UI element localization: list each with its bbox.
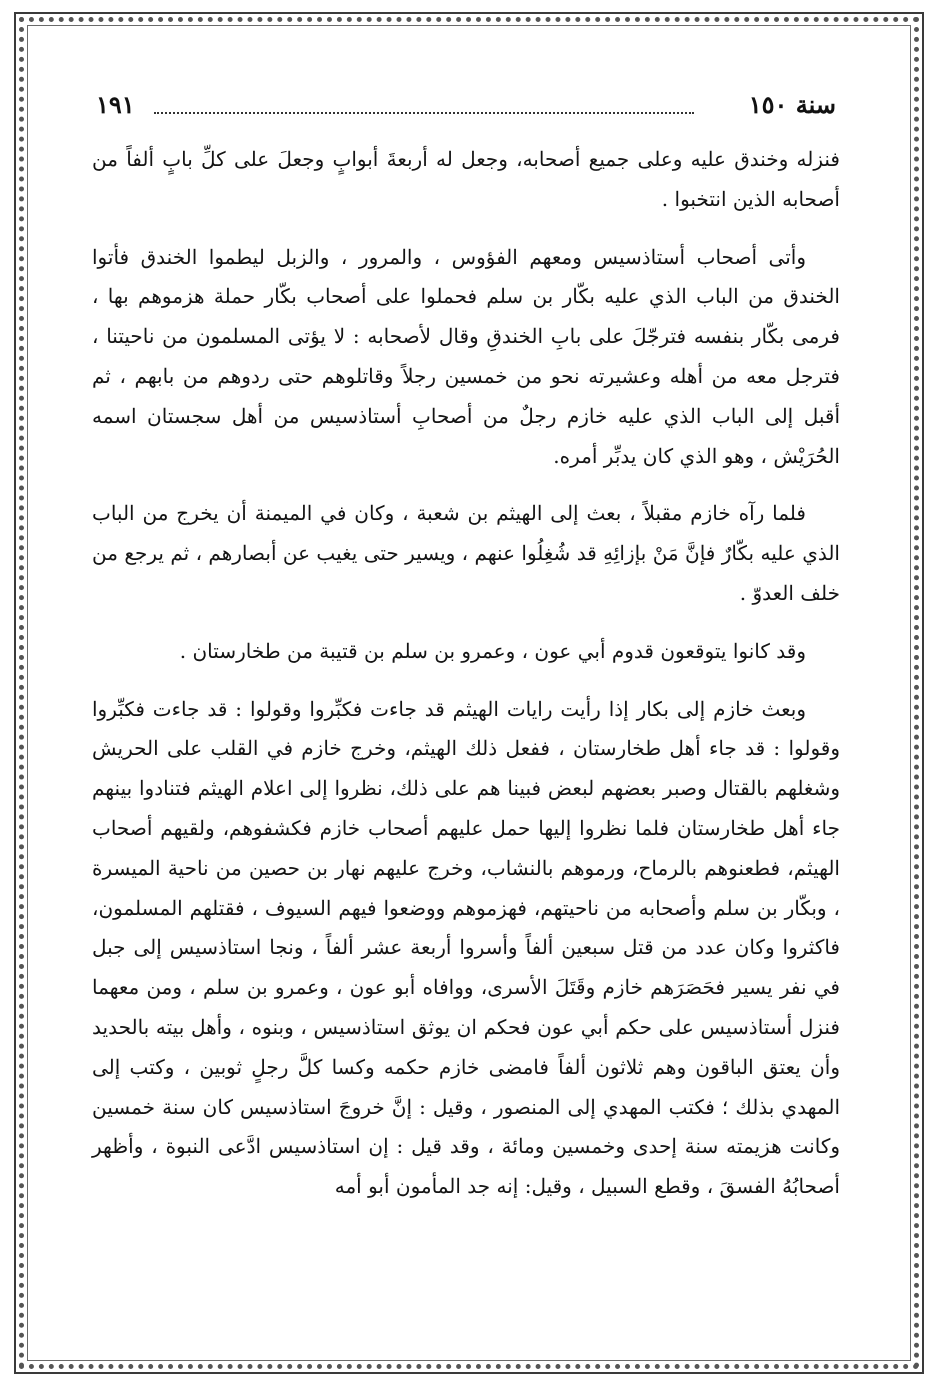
paragraph-5: وبعث خازم إلى بكار إذا رأيت رايات الهيثم قد جاءت فكبِّروا وقولوا : قد جاءت فكبِّروا وقولوا : قد جاء أهل طخارستان ، ففعل ذلك الهيثم، وخرج خازم في القلب على الحريش وشغلهم بالقتال وصبر بعضهم لبعض فبينا هم على ذلك، نظروا إلى اعلام الهيثم فتنادوا بينهم جاء أهل طخارستان فلما نظروا إليها حمل عليهم أصحاب خازم فكشفوهم، ولقيهم أصحاب الهيثم، فطعنوهم بالرماح، ورموهم بالنشاب، وخرج عليهم نهار بن حصين من ناحية الميسرة ، وبكّار بن سلم وأصحابه من ناحيتهم، فهزموهم ووضعوا فيهم السيوف ، فقتلهم المسلمون، فاكثروا وكان عدد من قتل سبعين ألفاً وأسروا أربعة عشر ألفاً ، ونجا استاذسيس إلى جبل في نفر يسير فحَصَرَهم خازم وقَتَلَ الأسرى، ووافاه أبو عون ، وعمرو بن سلم ، ومن معهما فنزل أستاذسيس على حكم أبي عون فحكم ان يوثق استاذسيس ، وبنوه ، وأهل بيته بالحديد وأن يعتق الباقون وهم ثلاثون ألفاً فامضى خازم حكمه وكسا كلَّ رجلٍ ثوبين ، وكتب إلى المهدي بذلك ؛ فكتب المهدي إلى المنصور ، وقيل : إنَّ خروجَ استاذسيس كان سنة خمسين وكانت هزيمته سنة إحدى وخمسين ومائة ، وقد قيل : إن استاذسيس ادَّعى النبوة ، وأظهر أصحابُهُ الفسقَ ، وقطع السبيل ، وقيل: إنه جد المأمون أبو أمه	[92, 696, 841, 1199]
page-header	[96, 90, 836, 128]
paragraph-2: وأتى أصحاب أستاذسيس ومعهم الفؤوس ، والمرور ، والزبل ليطموا الخندق فأتوا الخندق من الباب الذي عليه بكّار بن سلم فحملوا على أصحاب بكّار حملة هزموهم بها ، فرمى بكّار بنفسه فترجّلَ على بابِ الخندقِ وقال لأصحابه : لا يؤتى المسلمون من ناحيتنا ، فترجل معه من أهله وعشيرته نحو من خمسين رجلاً وقاتلوهم حتى ردوهم من بابهم ، ثم أقبل إلى الباب الذي عليه خازم رجلٌ من أصحابِ أستاذسيس من أهل سجستان اسمه الحُرَيْش ، وهو الذي كان يدبِّر أمره.	[92, 244, 840, 468]
header-dotted-rule	[154, 112, 694, 114]
paragraph-1: فنزله وخندق عليه وعلى جميع أصحابه، وجعل له أربعةَ أبوابٍ وجعلَ على كلِّ بابٍ ألفاً من أصحابه الذين انتخبوا .	[92, 147, 840, 211]
body-text	[92, 140, 840, 1225]
paragraph-3: فلما رآه خازم مقبلاً ، بعث إلى الهيثم بن شعبة ، وكان في الميمنة أن يخرج من الباب الذي عليه بكّارٌ فإنَّ مَنْ بإزائِهِ قد شُغِلُوا عنهم ، ويسير حتى يغيب عن أبصارهم ، ثم يرجع من خلف العدوّ .	[92, 501, 840, 605]
paragraph-4: وقد كانوا يتوقعون قدوم أبي عون ، وعمرو بن سلم بن قتيبة من طخارستان .	[179, 638, 806, 663]
page-number: ١٩١	[96, 90, 135, 119]
running-title: سنة ١٥٠	[748, 90, 836, 119]
